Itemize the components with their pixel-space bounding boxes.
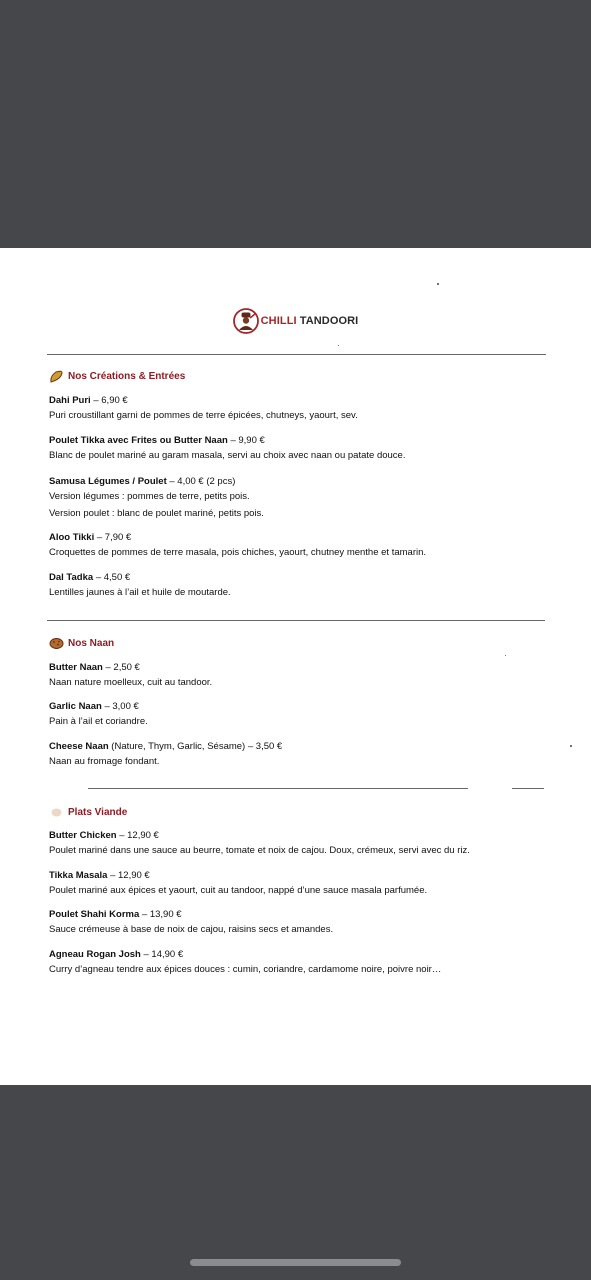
menu-item: Butter Naan – 2,50 € Naan nature moelleux, cuit au tandoor.: [49, 662, 213, 688]
naan-icon: [49, 637, 64, 650]
menu-sheet: [0, 248, 591, 1085]
menu-item: Tikka Masala – 12,90 € Poulet mariné aux épices et yaourt, cuit au tandoor, nappé d’une sauce masala parfumée.: [49, 870, 428, 896]
menu-item: Dahi Puri – 6,90 € Puri croustillant garni de pommes de terre épicées, chutneys, yaourt, sev.: [49, 395, 358, 421]
menu-item: Samusa Légumes / Poulet – 4,00 € (2 pcs) Version légumes : pommes de terre, petits pois. Version poulet : blanc de poulet mariné, petits pois.: [49, 476, 264, 519]
meat-icon: [49, 806, 64, 819]
divider: [512, 788, 544, 789]
menu-item: Poulet Shahi Korma – 13,90 € Sauce crémeuse à base de noix de cajou, raisins secs et amandes.: [49, 909, 334, 935]
section-title-viande: Plats Viande: [49, 806, 127, 819]
menu-item: Butter Chicken – 12,90 € Poulet mariné dans une sauce au beurre, tomate et noix de cajou. Doux, crémeux, servi avec du riz.: [49, 830, 470, 856]
home-indicator[interactable]: [190, 1259, 401, 1266]
brand-name-chilli: CHILLI: [260, 315, 297, 327]
menu-item: Aloo Tikki – 7,90 € Croquettes de pommes de terre masala, pois chiches, yaourt, chutney menthe et tamarin.: [49, 532, 427, 558]
divider: [88, 788, 468, 789]
menu-item: Agneau Rogan Josh – 14,90 € Curry d’agneau tendre aux épices douces : cumin, coriandre, cardamome noire, poivre noir…: [49, 949, 442, 975]
section-title-creations: Nos Créations & Entrées: [49, 370, 185, 383]
menu-item: Cheese Naan (Nature, Thym, Garlic, Sésame) – 3,50 € Naan au fromage fondant.: [49, 741, 283, 767]
chef-logo-icon: [233, 308, 259, 334]
menu-item: Garlic Naan – 3,00 € Pain à l’ail et coriandre.: [49, 701, 148, 727]
section-title-naan: Nos Naan: [49, 637, 114, 650]
brand-header: [0, 308, 591, 334]
menu-item: Dal Tadka – 4,50 € Lentilles jaunes à l’ail et huile de moutarde.: [49, 572, 231, 598]
divider: [47, 620, 545, 621]
samosa-icon: [49, 370, 64, 383]
divider: [47, 354, 546, 355]
brand-name-tandoori: TANDOORI: [299, 315, 359, 327]
menu-item: Poulet Tikka avec Frites ou Butter Naan – 9,90 € Blanc de poulet mariné au garam masala, servi au choix avec naan ou patate douce.: [49, 435, 406, 461]
